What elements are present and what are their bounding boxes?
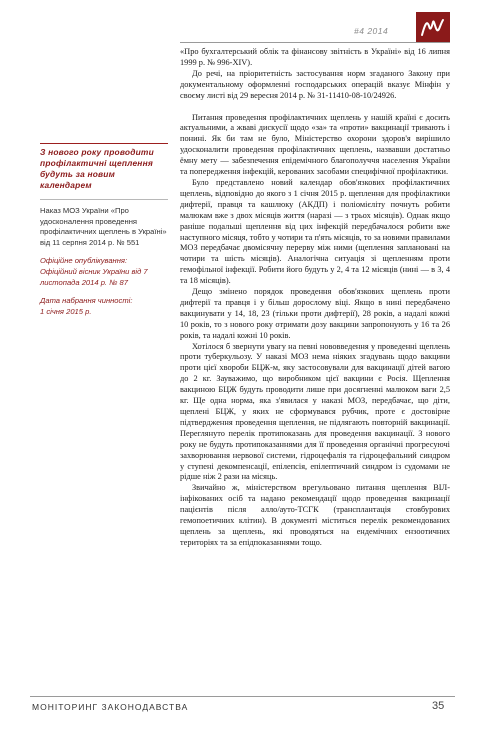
paragraph-2: До речі, на пріоритетність застосування норм згаданого Закону при документальному оформленні господарських операцій вказує Мінфін у своєму листі від 29 вересня 2014 р. № 31-11410-08-10/24926. [180, 68, 450, 100]
sidebar-divider [40, 199, 168, 200]
footer-rule [30, 696, 455, 697]
paragraph-3: Питання проведення профілактичних щеплень у нашій країні є досить актуальними, а жваві дискусії щодо «за» та «проти» вакцинації тривають і понині. Як би там не було, Міністерство охорони здоров'я вирішило удосконалити проведення профілактичних щеплень, назвавши достатньо ёмну мету — забезпечення епідемічного благополуччя населення України та попередження інфекцій, керованих засобами специфічної профілактики. [180, 112, 450, 177]
article-body [180, 47, 450, 549]
publisher-logo-icon [416, 12, 450, 42]
footer-title: МОНІТОРИНГ ЗАКОНОДАВСТВА [32, 702, 189, 712]
header-rule [180, 42, 450, 43]
section-gap [180, 102, 450, 113]
sidebar-effective-date-value: 1 січня 2015 р. [40, 306, 92, 316]
paragraph-1: «Про бухгалтерський облік та фінансову звітність в Україні» від 16 липня 1999 р. № 996-XIV). [180, 47, 450, 67]
sidebar-publication-label: Офіційне опублікування: [40, 256, 128, 266]
sidebar-publication-value: Офіційний вісник України від 7 листопада 2014 р. № 87 [40, 266, 148, 287]
sidebar-top-rule [40, 143, 168, 144]
issue-number: #4 2014 [354, 26, 389, 36]
page-number: 35 [432, 700, 445, 712]
sidebar-note [40, 143, 168, 317]
sidebar-title: З нового року проводити профілактичні щеплення будуть за новим календарем [40, 147, 154, 190]
sidebar-effective-date-label: Дата набрання чинності: [40, 296, 133, 306]
sidebar-law-reference: Наказ МОЗ України «Про удосконалення проведення профілактичних щеплень в Україні» від 11 серпня 2014 р. № 551 [40, 206, 167, 247]
paragraph-5: Дещо змінено порядок проведення обов'язкових щеплень проти дифтерії та правця і у більш дорослому віці. Якщо в нині передбачено вакцинувати у 14, 18, 23 (тільки проти дифтерії), 28 років, а надалі кожні 10 років, то з нового року отримати дозу вакцини запропонують у 16 та 26 років, та надалі кожні 10 років. [180, 287, 450, 340]
paragraph-6: Хотілося б звернути увагу на певні нововведення у проведенні щеплень проти туберкульозу. У наказі МОЗ нема ніяких згадувань щодо вакцини проти цієї хвороби БЦЖ-м, яку застосовували для вакцинації дітей вагою до 2 кг. Зауважимо, що виробником цієї вакцини є Росія. Щеплення вакциною БЦЖ будуть проводити лише при досягненні малюком ваги 2,5 кг. Ще одна норма, яка з'явилася у наказі МОЗ, передбачає, що діти, щеплені БЦЖ, у яких не сформувався рубчик, проте є достовірне підтвердження проведення щеплення, не підлягають повторній вакцинації. Переглянуто перелік протипоказань для проведення вакцинації. З нового року не будуть протипоказаннями для її проведення органічні прогресуючі захворювання нервової системи, гідроцефалія та гідроцефальний синдром у ступені декомпенсації, епілепсія, епілептичний синдром із судомами не рідше ніж 2 рази на місяць. [180, 341, 450, 482]
paragraph-7: Звичайно ж, міністерством врегульовано питання щеплення ВІЛ-інфікованих осіб та надано рекомендації щодо проведення вакцинації пацієнтів після алло/ауто-ТСГК (трансплантація стовбурових гемопоетичних клітин). В документі міститься перелік рекомендованих щеплень за щеплень, які проводяться на ендемічних ензоотичних територіях та за епідпоказаннями тощо. [180, 483, 450, 547]
paragraph-4: Було представлено новий календар обов'язкових профілактичних щеплень, відповідно до якого з 1 січня 2015 р. щеплення для профілактики дифтерії, правця та кашлюку (АКДП) і поліомієліту почнуть робити малюкам вже з двох місяців життя (наразі — з трьох місяців). Однак якщо раніше подальші щеплення від цих інфекцій передбачалося робити вже наступного місяця, тобто у чотири та п'ять місяців, то за новими правилами МОЗ передбачає двомісячну перерву між ними (щеплення заплановані на чотири та шість місяців). Аналогічна ситуація зі щепленням проти гемофільної інфекції. Робити його будуть у 2, 4 та 12 місяців (нині — в 3, 4 та 18 місяців). [180, 177, 450, 286]
